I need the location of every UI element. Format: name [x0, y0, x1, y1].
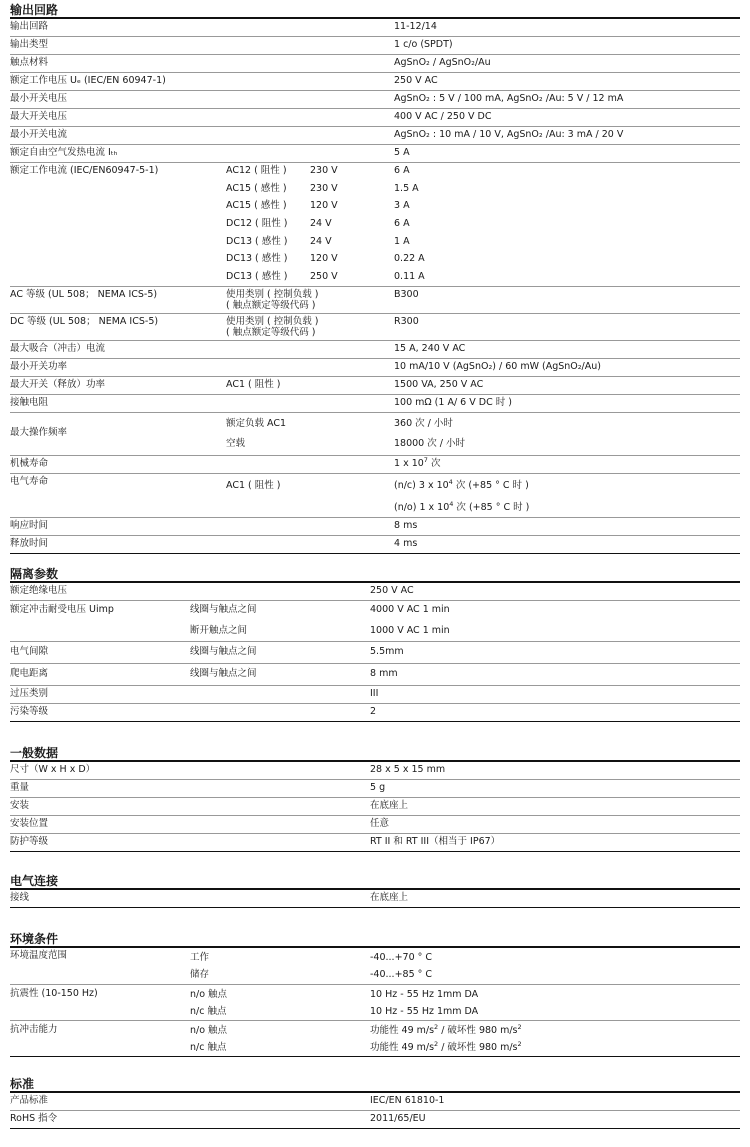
section-title: 隔离参数 [10, 567, 59, 581]
table-row: 抗冲击能力 n/o 触点 功能性 49 $m/s^2$ / 破坏性 980 $m/s^2$ n/c 触点 功能性 49 $m/s^2$ / 破坏性 980 $m/s^2$ [10, 1021, 740, 1057]
table-row: 输出回路 11-12/14 [10, 19, 740, 37]
table-row: 最小开关电压 AgSnO₂ : 5 V / 100 mA, AgSnO₂ /Au: 5 V / 12 mA [10, 91, 740, 109]
table-row: 响应时间 8 ms [10, 518, 740, 536]
table-row: 额定工作电压 Uₑ (IEC/EN 60947-1) 250 V AC [10, 73, 740, 91]
table-row: 电气间隙 线圈与触点之间 5.5mm [10, 642, 740, 664]
table-row: RoHS 指令 2011/65/EU [10, 1111, 740, 1129]
table-row: 额定绝缘电压 250 V AC [10, 583, 740, 601]
table-row: 接触电阻 100 mΩ (1 A/ 6 V DC 时 ) [10, 395, 740, 413]
table-row: 污染等级 2 [10, 704, 740, 722]
table-row: 最大操作频率 额定负载 AC1 360 次 / 小时 空载 18000 次 / 小时 [10, 413, 740, 456]
table-row: 释放时间 4 ms [10, 536, 740, 554]
section-title: 环境条件 [10, 932, 59, 946]
table-row: 最大开关电压 400 V AC / 250 V DC [10, 109, 740, 127]
rated-current-block: 额定工作电流 (IEC/EN60947-5-1) AC12 ( 阻性 ) 230 V 6 A AC15 ( 感性 ) 230 V 1.5 A AC15 ( 感性 ) 120 V 3 A DC12 ( 阻性 ) 24 V 6 A DC13 ( 感性 ) 24 V 1 A DC13 ( 感性 ) 120 V 0.22 A DC13 ( 感性 ) 250 V 0.11 A [10, 163, 740, 287]
table-row: 机械寿命 1 x $10^7$ 次 [10, 456, 740, 474]
table-row: AC 等级 (UL 508； NEMA ICS-5) 使用类别 ( 控制负载 ) ( 触点额定等级代码 ) B300 [10, 287, 740, 314]
section-general-data [10, 746, 740, 852]
section-title: 一般数据 [10, 746, 59, 760]
table-row: 安装 在底座上 [10, 798, 740, 816]
table-row: 最大吸合（冲击）电流 15 A, 240 V AC [10, 341, 740, 359]
section-title: 电气连接 [10, 874, 59, 888]
section-title: 输出回路 [10, 3, 59, 17]
table-row: 爬电距离 线圈与触点之间 8 mm [10, 664, 740, 686]
table-row: 安装位置 任意 [10, 816, 740, 834]
table-row: 抗震性 (10-150 Hz) n/o 触点 10 Hz - 55 Hz 1mm DA n/c 触点 10 Hz - 55 Hz 1mm DA [10, 985, 740, 1021]
section-title: 标准 [10, 1077, 35, 1091]
table-row: 接线 在底座上 [10, 890, 740, 908]
table-row: DC 等级 (UL 508； NEMA ICS-5) 使用类别 ( 控制负载 ) ( 触点额定等级代码 ) R300 [10, 314, 740, 341]
table-row: 触点材料 AgSnO₂ / AgSnO₂/Au [10, 55, 740, 73]
table-row: 最大开关（释放）功率 AC1 ( 阻性 ) 1500 VA, 250 V AC [10, 377, 740, 395]
table-row: 产品标准 IEC/EN 61810-1 [10, 1093, 740, 1111]
table-row: 防护等级 RT II 和 RT III（相当于 IP67） [10, 834, 740, 852]
table-row: 输出类型 1 c/o (SPDT) [10, 37, 740, 55]
table-row: 环境温度范围 工作 -40...+70 ° C 储存 -40...+85 ° C [10, 948, 740, 985]
section-insulation [10, 567, 740, 722]
table-row: 过压类别 III [10, 686, 740, 704]
section-environment [10, 932, 740, 1057]
table-row: 尺寸（W x H x D） 28 x 5 x 15 mm [10, 762, 740, 780]
table-row: 最小开关功率 10 mA/10 V (AgSnO₂) / 60 mW (AgSnO₂/Au) [10, 359, 740, 377]
section-standards [10, 1077, 740, 1129]
table-row: 最小开关电流 AgSnO₂ : 10 mA / 10 V, AgSnO₂ /Au: 3 mA / 20 V [10, 127, 740, 145]
table-row: 额定自由空气发热电流 Iₜₕ 5 A [10, 145, 740, 163]
section-electrical-connection [10, 874, 740, 908]
table-row: 重量 5 g [10, 780, 740, 798]
table-row: 电气寿命 AC1 ( 阻性 ) (n/c) 3 x $10^4$ 次 (+85 ° C 时 ) (n/o) 1 x $10^4$ 次 (+85 ° C 时 ) [10, 474, 740, 518]
section-output-circuit [10, 3, 740, 554]
table-row: 额定冲击耐受电压 Uimp 线圈与触点之间 4000 V AC 1 min 断开触点之间 1000 V AC 1 min [10, 601, 740, 642]
